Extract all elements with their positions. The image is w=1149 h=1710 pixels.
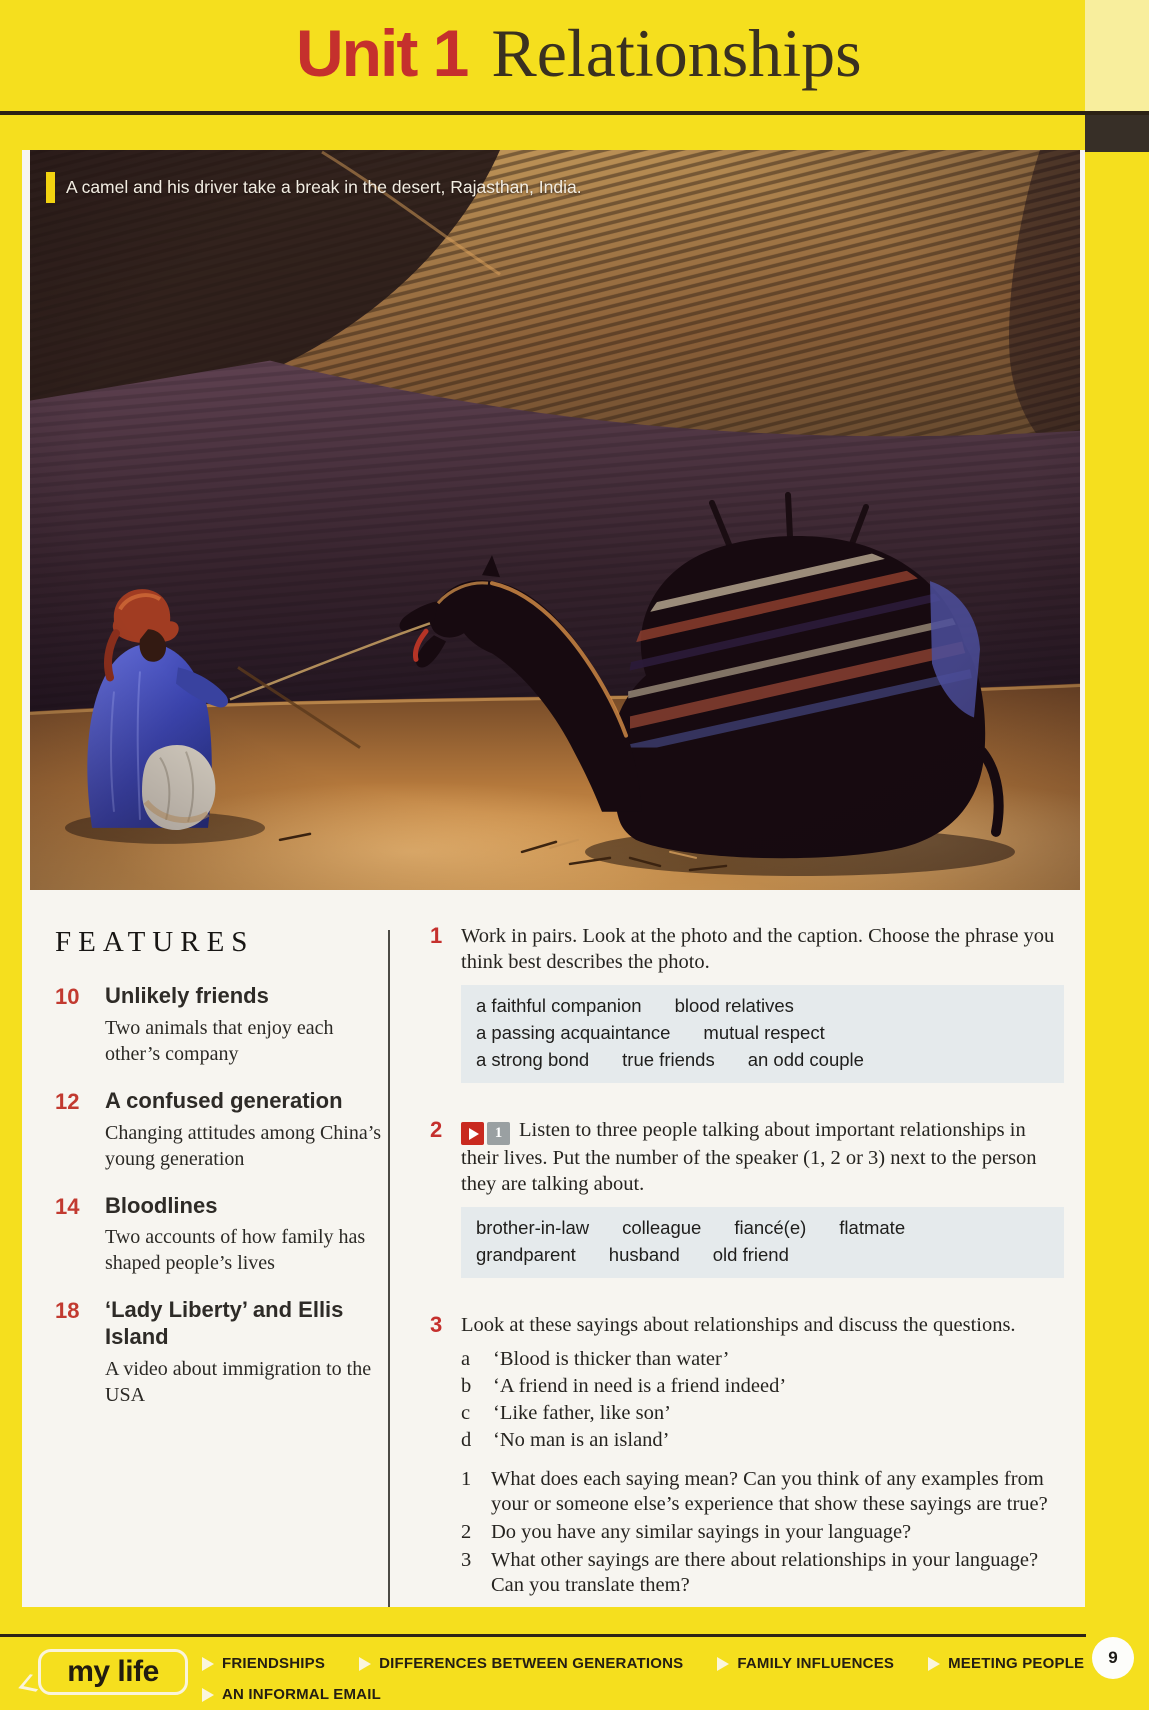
saying-letter: c	[461, 1402, 471, 1425]
column-divider	[388, 930, 390, 1607]
feature-item	[55, 983, 390, 1067]
audio-widget	[461, 1122, 510, 1145]
exercise-number: 2	[430, 1116, 443, 1142]
desert-photo-art	[30, 150, 1080, 890]
word-box-item: blood relatives	[674, 995, 794, 1017]
feature-page-number: 10	[55, 984, 80, 1009]
desert-photo	[30, 150, 1080, 890]
feature-item	[55, 1297, 390, 1408]
word-box-item: brother-in-law	[476, 1217, 590, 1239]
saying-text: ‘Like father, like son’	[493, 1402, 671, 1425]
feature-description: Two animals that enjoy each other’s company	[105, 1016, 334, 1065]
saying-text: ‘No man is an island’	[493, 1429, 670, 1452]
topic-item	[359, 1655, 683, 1672]
exercise-text: Look at these sayings about relationships and discuss the questions.	[461, 1313, 1016, 1336]
page-edge-highlight	[1085, 0, 1149, 112]
triangle-bullet-icon	[359, 1657, 371, 1671]
saying-text: ‘A friend in need is a friend indeed’	[493, 1374, 787, 1397]
feature-description: Changing attitudes among China’s young generation	[105, 1121, 382, 1170]
word-box-item: fiancé(e)	[734, 1217, 807, 1239]
topic-item	[928, 1655, 1084, 1672]
footer-rule	[0, 1634, 1086, 1637]
word-box	[461, 985, 1064, 1082]
topic-item	[202, 1655, 325, 1672]
word-box-item: a passing acquaintance	[476, 1021, 671, 1043]
audio-track-number: 1	[487, 1122, 510, 1145]
footer-topics-row-1	[202, 1655, 1084, 1672]
question-item	[461, 1520, 1064, 1546]
saying-letter: b	[461, 1374, 472, 1397]
features-heading: FEATURES	[55, 926, 255, 958]
saying-letter: d	[461, 1429, 472, 1452]
triangle-bullet-icon	[928, 1657, 940, 1671]
my-life-logo: my life	[38, 1649, 188, 1695]
unit-label: Unit 1	[296, 16, 468, 90]
exercise-text-body: Listen to three people talking about important relationships in their lives. Put the number of the speaker (1, 2 or 3) next to the person they are talking about.	[461, 1118, 1037, 1196]
feature-item	[55, 1193, 390, 1277]
word-box-item: a strong bond	[476, 1048, 590, 1070]
feature-page-number: 14	[55, 1193, 80, 1219]
topic-label: MEETING PEOPLE	[948, 1655, 1085, 1672]
word-box-item: grandparent	[476, 1243, 576, 1265]
topic-label: AN INFORMAL EMAIL	[222, 1686, 381, 1703]
question-text: Do you have any similar sayings in your language?	[491, 1520, 912, 1543]
topic-label: DIFFERENCES BETWEEN GENERATIONS	[379, 1655, 684, 1672]
question-item	[461, 1467, 1064, 1518]
topic-item	[717, 1655, 894, 1672]
saying-item	[461, 1427, 1064, 1454]
question-text: What does each saying mean? Can you think of any examples from your or someone else’s experience that show these sayings are true?	[491, 1467, 1048, 1516]
feature-page-number: 12	[55, 1088, 80, 1114]
triangle-bullet-icon	[202, 1657, 214, 1671]
word-box-row	[476, 993, 1054, 1020]
corner-tab-block	[1085, 115, 1149, 152]
question-text: What other sayings are there about relationships in your language? Can you translate them?	[491, 1548, 1039, 1597]
content-panel	[22, 150, 1085, 1607]
feature-description: A video about immigration to the USA	[105, 1358, 372, 1407]
word-box-item: a faithful companion	[476, 995, 642, 1017]
word-box-item: an odd couple	[747, 1048, 864, 1070]
question-number: 2	[461, 1520, 472, 1543]
feature-page-number: 18	[55, 1298, 80, 1324]
triangle-bullet-icon	[202, 1688, 214, 1702]
exercise-text: Work in pairs. Look at the photo and the caption. Choose the phrase you think best describes the photo.	[461, 925, 1055, 974]
exercises-section	[430, 923, 1064, 1607]
word-box-item: mutual respect	[703, 1021, 825, 1043]
feature-title: ‘Lady Liberty’ and Ellis Island	[105, 1297, 344, 1350]
header-rule	[0, 111, 1149, 115]
topic-label: FRIENDSHIPS	[222, 1655, 326, 1672]
word-box	[461, 1207, 1064, 1278]
word-box-row	[476, 1047, 1054, 1074]
topic-label: FAMILY INFLUENCES	[737, 1655, 895, 1672]
exercise-2	[430, 1117, 1064, 1296]
word-box-item: true friends	[622, 1048, 715, 1070]
topic-item	[202, 1686, 381, 1703]
photo-caption	[46, 172, 582, 203]
saying-item	[461, 1400, 1064, 1427]
word-box-item: flatmate	[839, 1217, 906, 1239]
saying-text: ‘Blood is thicker than water’	[493, 1347, 730, 1370]
exercise-3	[430, 1312, 1064, 1601]
questions-list	[461, 1467, 1064, 1599]
exercise-number: 1	[430, 923, 443, 948]
audio-play-icon	[461, 1122, 484, 1145]
sayings-list	[461, 1346, 1064, 1455]
exercise-number: 3	[430, 1311, 443, 1337]
page-number-badge: 9	[1092, 1637, 1134, 1679]
feature-description: Two accounts of how family has shaped people’s lives	[105, 1226, 366, 1275]
exercise-text	[461, 1117, 1064, 1198]
word-box-item: old friend	[712, 1243, 789, 1265]
saying-item	[461, 1373, 1064, 1400]
question-number: 3	[461, 1548, 472, 1571]
word-box-row	[476, 1020, 1054, 1047]
word-box-row	[476, 1215, 1054, 1242]
caption-text: A camel and his driver take a break in the desert, Rajasthan, India.	[66, 177, 582, 197]
word-box-item: colleague	[622, 1217, 702, 1239]
feature-title: Bloodlines	[105, 1192, 218, 1218]
question-item	[461, 1548, 1064, 1599]
question-number: 1	[461, 1467, 472, 1490]
features-section	[55, 926, 390, 1429]
feature-item	[55, 1088, 390, 1172]
unit-header	[296, 14, 862, 93]
saying-item	[461, 1346, 1064, 1373]
saying-letter: a	[461, 1347, 471, 1370]
triangle-bullet-icon	[717, 1657, 729, 1671]
footer-topics-row-2	[202, 1686, 381, 1703]
caption-marker-icon	[46, 172, 55, 203]
exercise-1	[430, 923, 1064, 1101]
word-box-row	[476, 1242, 1054, 1269]
word-box-item: husband	[608, 1243, 680, 1265]
feature-title: A confused generation	[105, 1087, 343, 1113]
feature-title: Unlikely friends	[105, 983, 269, 1008]
unit-title: Relationships	[491, 15, 862, 91]
